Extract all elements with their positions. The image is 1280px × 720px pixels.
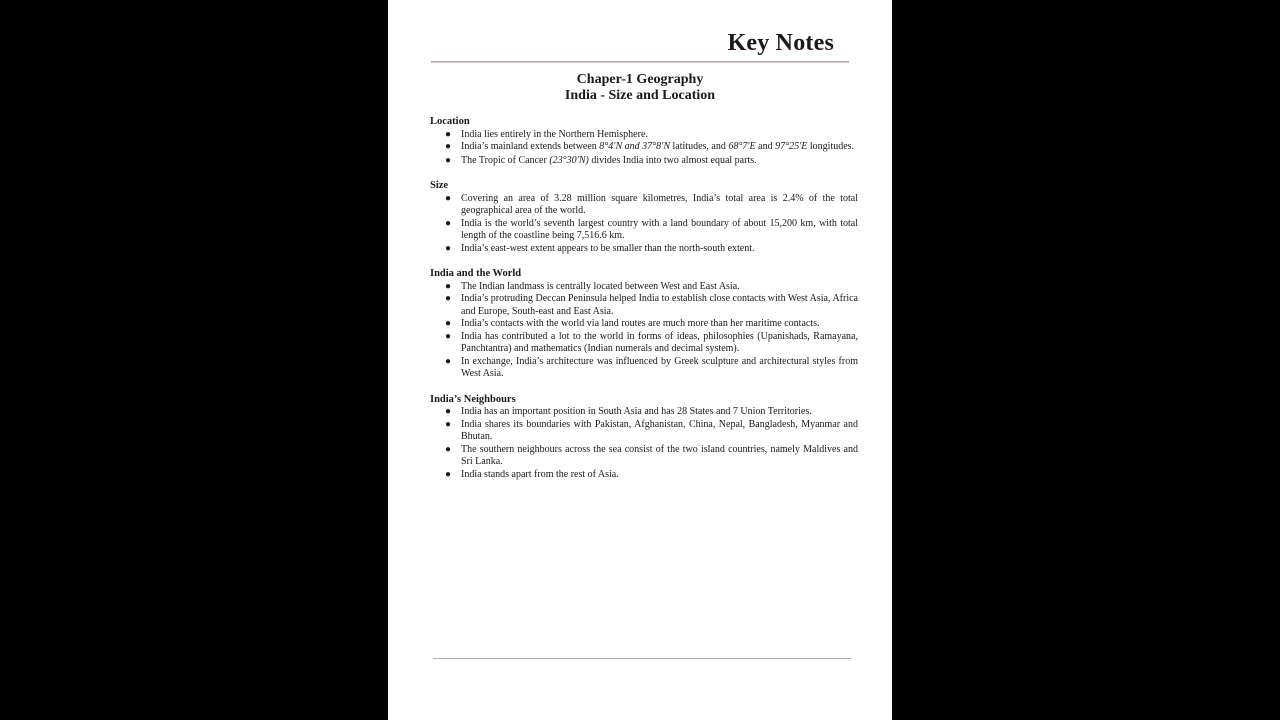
bullet-icon: ● — [445, 293, 452, 304]
bullet-list — [430, 281, 858, 381]
longitude-west: 68°7′E — [728, 141, 756, 152]
chapter-title: Chaper-1 Geography — [576, 72, 704, 87]
list-item-text: and — [755, 141, 776, 152]
bullet-icon: ● — [445, 468, 452, 480]
longitude-east: 97°25′E — [775, 141, 808, 152]
section-india-and-world — [430, 268, 858, 381]
list-item — [445, 418, 858, 444]
bullet-icon: ● — [445, 217, 452, 229]
list-item — [445, 154, 858, 168]
section-size — [430, 180, 858, 255]
section-location — [430, 116, 858, 167]
list-item — [445, 217, 858, 243]
bullet-icon: ● — [445, 318, 452, 329]
bullet-list — [430, 129, 858, 168]
bullet-icon: ● — [445, 355, 452, 367]
list-item — [445, 443, 858, 469]
list-item — [445, 318, 858, 331]
bullet-icon: ● — [445, 154, 452, 166]
list-item-text: India has contributed a lot to the world in forms of ideas, philosophies (Upanishads, Ramayana, Panchtantra) and mathematics (Indian numerals and decimal system). — [461, 330, 858, 354]
list-item — [445, 406, 858, 419]
bullet-icon: ● — [445, 128, 452, 140]
list-item-text: latitudes, and — [670, 141, 729, 152]
list-item — [445, 128, 858, 142]
section-heading: Size — [430, 180, 449, 191]
bullet-icon: ● — [445, 242, 452, 254]
list-item — [445, 293, 858, 318]
list-item — [445, 280, 858, 294]
list-item-text: Covering an area of 3.28 million square kilometres, India’s total area is 2.4% of the total geographical area of the world. — [461, 192, 858, 216]
bullet-list — [430, 193, 858, 256]
list-item-text: The Tropic of Cancer — [461, 154, 550, 166]
list-item-text: India is the world’s seventh largest country with a land boundary of about 15,200 km, with total length of the coastline being 7,516.6 km. — [461, 217, 858, 241]
bullet-icon: ● — [445, 406, 452, 417]
document-page — [388, 0, 892, 720]
footer-divider — [433, 658, 851, 659]
list-item-text: India’s east-west extent appears to be smaller than the north-south extent. — [461, 242, 755, 254]
header-divider — [431, 61, 849, 63]
list-item — [445, 330, 858, 356]
list-item-text: India lies entirely in the Northern Hemisphere. — [461, 128, 648, 140]
latitude-range: 8°4′N and 37°8′N — [599, 141, 671, 152]
list-item — [445, 355, 858, 381]
list-item — [445, 192, 858, 218]
bullet-icon: ● — [445, 141, 452, 152]
bullet-icon: ● — [445, 280, 452, 292]
tropic-latitude: (23°30′N) — [549, 154, 589, 166]
list-item — [445, 468, 858, 482]
page-header-title: Key Notes — [727, 30, 834, 56]
list-item-text: longitudes. — [807, 141, 855, 152]
bullet-list — [430, 406, 858, 481]
bullet-icon: ● — [445, 192, 452, 204]
list-item-text: divides India into two almost equal parts. — [588, 154, 757, 166]
list-item-text: India has an important position in South Asia and has 28 States and 7 Union Territories. — [461, 406, 812, 417]
list-item-text: India stands apart from the rest of Asia. — [461, 468, 619, 480]
list-item-text: India’s contacts with the world via land routes are much more than her maritime contacts. — [461, 318, 820, 329]
bullet-icon: ● — [445, 418, 452, 430]
section-heading: India and the World — [430, 268, 522, 279]
list-item-text: India shares its boundaries with Pakistan, Afghanistan, China, Nepal, Bangladesh, Myanmar and Bhutan. — [461, 418, 858, 442]
bullet-icon: ● — [445, 443, 452, 455]
list-item — [445, 242, 858, 256]
list-item-text: The southern neighbours across the sea consist of the two island countries, namely Maldives and Sri Lanka. — [461, 443, 858, 467]
list-item-text: The Indian landmass is centrally located between West and East Asia. — [461, 280, 740, 292]
notes-content — [430, 116, 858, 494]
section-heading: Location — [430, 116, 470, 127]
section-heading: India’s Neighbours — [430, 393, 516, 405]
list-item-text: India’s mainland extends between — [461, 141, 600, 152]
list-item-text: In exchange, India’s architecture was influenced by Greek sculpture and architectural styles from West Asia. — [461, 355, 858, 379]
section-neighbours — [430, 394, 858, 482]
bullet-icon: ● — [445, 330, 452, 342]
list-item — [445, 141, 858, 154]
chapter-subtitle: India - Size and Location — [564, 88, 716, 103]
list-item-text: India’s protruding Deccan Peninsula helped India to establish close contacts with West Asia, Africa and Europe, South-east and East Asia. — [461, 293, 858, 317]
